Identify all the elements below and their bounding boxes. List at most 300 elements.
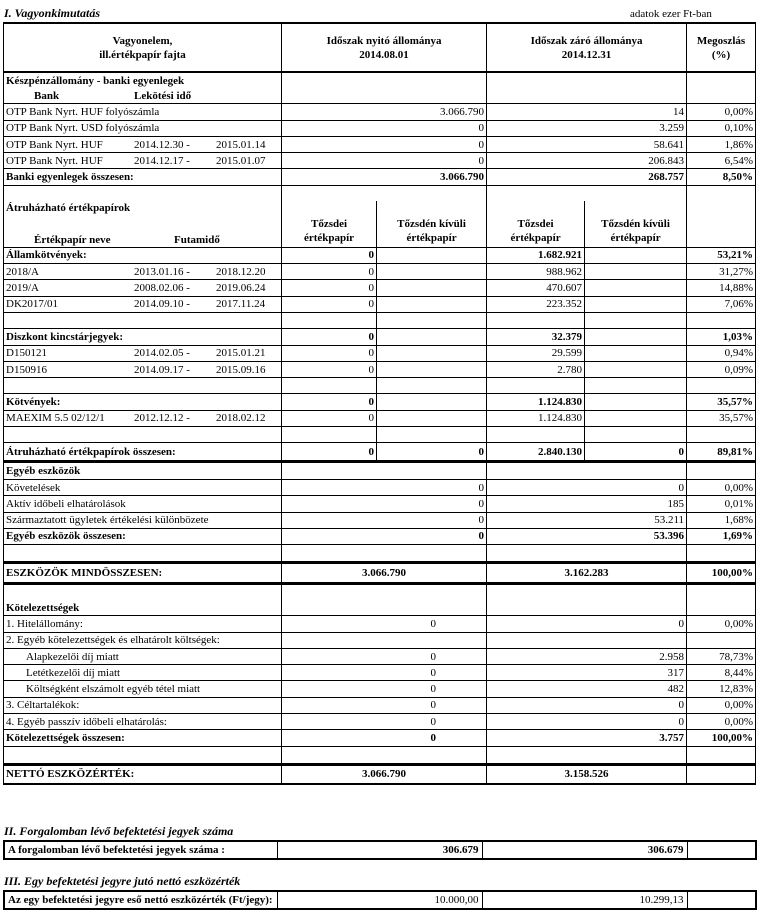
bank-account bbox=[4, 104, 282, 120]
table-cell bbox=[487, 201, 585, 215]
opening-exchange: 0 bbox=[282, 280, 377, 296]
share-percent: 0,00% bbox=[687, 616, 756, 632]
header-line: Tőzsdei bbox=[310, 217, 348, 230]
table-cell bbox=[687, 201, 756, 215]
security-group-row bbox=[4, 247, 756, 263]
closing-exchange: 1.682.921 bbox=[487, 247, 585, 263]
term-from: 2014.12.17 - bbox=[134, 154, 190, 167]
liabilities-title: Kötelezettségek bbox=[4, 600, 282, 615]
units-open: 306.679 bbox=[277, 841, 482, 859]
table-cell bbox=[282, 201, 377, 215]
table-cell bbox=[585, 201, 687, 215]
table-cell bbox=[585, 378, 687, 394]
header-line: értékpapír bbox=[510, 231, 561, 244]
term-from: 2008.02.06 - bbox=[134, 282, 190, 295]
opening-value: 3.066.790 bbox=[282, 563, 487, 583]
table-cell bbox=[585, 427, 687, 443]
closing-value: 3.757 bbox=[487, 730, 687, 746]
closing-otc bbox=[585, 410, 687, 426]
table-cell bbox=[4, 185, 282, 200]
table-cell bbox=[4, 313, 282, 329]
security-code: MAEXIM 5.5 02/12/1 bbox=[6, 412, 105, 425]
opening-value: 3.066.790 bbox=[282, 169, 487, 185]
opening-value bbox=[282, 632, 487, 648]
opening-otc: 0 bbox=[377, 443, 487, 461]
security-row bbox=[4, 361, 756, 377]
term-from: 2013.01.16 - bbox=[134, 265, 190, 278]
opening-otc bbox=[377, 264, 487, 280]
table-cell bbox=[687, 461, 756, 479]
table-cell bbox=[687, 545, 756, 563]
security-row bbox=[4, 410, 756, 426]
liability-label: 2. Egyéb kötelezettségek és elhatárolt költségek: bbox=[4, 632, 282, 648]
closing-exchange: 988.962 bbox=[487, 264, 585, 280]
closing-value: 0 bbox=[487, 714, 687, 730]
liability-row bbox=[4, 714, 756, 730]
share-percent bbox=[687, 632, 756, 648]
nav-per-unit-close: 10.299,13 bbox=[482, 891, 687, 909]
share-percent: 7,06% bbox=[687, 296, 756, 312]
security-code: D150121 bbox=[6, 347, 47, 360]
security-row bbox=[4, 296, 756, 312]
term-header: Futamidő bbox=[174, 233, 220, 246]
security-name bbox=[4, 410, 282, 426]
header-line: Vagyonelem, bbox=[112, 34, 173, 47]
table-cell bbox=[282, 378, 377, 394]
closing-exchange: 2.840.130 bbox=[487, 443, 585, 461]
header-line: Tőzsdén kívüli bbox=[397, 217, 466, 230]
table-cell bbox=[687, 378, 756, 394]
bank-name: OTP Bank Nyrt. USD folyószámla bbox=[6, 122, 160, 135]
spacer-row bbox=[4, 185, 756, 200]
header-closing bbox=[487, 23, 687, 72]
closing-value: 268.757 bbox=[487, 169, 687, 185]
opening-value: 0 bbox=[282, 136, 487, 152]
closing-value: 206.843 bbox=[487, 153, 687, 169]
table-cell bbox=[487, 545, 687, 563]
net-asset-row bbox=[4, 764, 756, 783]
header-line: Tőzsdén kívüli bbox=[601, 217, 670, 230]
liab-total-row bbox=[4, 730, 756, 746]
securities-total-label: Átruházható értékpapírok összesen: bbox=[4, 443, 282, 461]
table-cell bbox=[487, 378, 585, 394]
table-cell bbox=[282, 72, 487, 88]
security-code: 2018/A bbox=[6, 265, 39, 278]
opening-value: 0 bbox=[282, 730, 487, 746]
security-code: DK2017/01 bbox=[6, 298, 58, 311]
table-cell bbox=[282, 600, 487, 615]
term-to: 2018.12.20 bbox=[216, 265, 266, 278]
liability-row bbox=[4, 697, 756, 713]
other-asset-row bbox=[4, 512, 756, 528]
security-group-label: Kötvények: bbox=[4, 394, 282, 410]
liab-title-row bbox=[4, 600, 756, 615]
header-line: értékpapír bbox=[610, 231, 661, 244]
table-cell bbox=[487, 427, 585, 443]
nav-per-unit-label: Az egy befektetési jegyre eső nettó eszközérték (Ft/jegy): bbox=[8, 894, 273, 906]
opening-exchange: 0 bbox=[282, 264, 377, 280]
closing-exchange: 32.379 bbox=[487, 329, 585, 345]
security-name bbox=[4, 345, 282, 361]
cash-subheader-row bbox=[4, 88, 756, 103]
other-assets-title: Egyéb eszközök bbox=[4, 461, 282, 479]
header-row bbox=[4, 23, 756, 72]
table-cell bbox=[687, 427, 756, 443]
liability-label: Költségként elszámolt egyéb tétel miatt bbox=[4, 681, 282, 697]
units-close: 306.679 bbox=[482, 841, 687, 859]
term-from: 2014.02.05 - bbox=[134, 347, 190, 360]
securities-section-title: Átruházható értékpapírok bbox=[4, 201, 282, 215]
other-asset-row bbox=[4, 479, 756, 495]
security-name bbox=[4, 296, 282, 312]
closing-otc bbox=[585, 247, 687, 263]
bank-name: OTP Bank Nyrt. HUF bbox=[6, 154, 103, 167]
term-to: 2015.01.07 bbox=[216, 154, 266, 167]
security-name bbox=[4, 280, 282, 296]
closing-value: 3.259 bbox=[487, 120, 687, 136]
share-percent: 89,81% bbox=[687, 443, 756, 461]
opening-exchange: 0 bbox=[282, 443, 377, 461]
spacer-row bbox=[4, 545, 756, 563]
closing-value: 3.162.283 bbox=[487, 563, 687, 583]
security-row bbox=[4, 264, 756, 280]
securities-title-row bbox=[4, 201, 756, 215]
table-cell bbox=[687, 88, 756, 103]
security-code: 2019/A bbox=[6, 282, 39, 295]
opening-value: 0 bbox=[282, 648, 487, 664]
table-cell bbox=[282, 583, 487, 600]
closing-value bbox=[487, 632, 687, 648]
header-line: 2014.12.31 bbox=[561, 48, 612, 61]
term-from: 2012.12.12 - bbox=[134, 412, 190, 425]
share-percent: 0,01% bbox=[687, 496, 756, 512]
security-row bbox=[4, 345, 756, 361]
header-line: ill.értékpapír fajta bbox=[99, 48, 186, 61]
header-opening bbox=[282, 23, 487, 72]
table-cell bbox=[282, 545, 487, 563]
opening-value: 0 bbox=[282, 714, 487, 730]
cash-row bbox=[4, 120, 756, 136]
other-title-row bbox=[4, 461, 756, 479]
liability-row bbox=[4, 616, 756, 632]
opening-otc bbox=[377, 361, 487, 377]
share-percent: 1,68% bbox=[687, 512, 756, 528]
table-cell bbox=[4, 746, 282, 764]
table-cell bbox=[377, 378, 487, 394]
cash-title-row bbox=[4, 72, 756, 88]
other-asset-label: Származtatott ügyletek értékelési különbözete bbox=[4, 512, 282, 528]
cash-row bbox=[4, 104, 756, 120]
spacer-row bbox=[4, 746, 756, 764]
table-cell bbox=[282, 88, 487, 103]
closing-exchange: 223.352 bbox=[487, 296, 585, 312]
share-percent: 0,10% bbox=[687, 120, 756, 136]
spacer-row bbox=[4, 378, 756, 394]
closing-value: 53.211 bbox=[487, 512, 687, 528]
table-cell bbox=[687, 215, 756, 247]
opening-value: 0 bbox=[282, 512, 487, 528]
liability-label: 1. Hitelállomány: bbox=[4, 616, 282, 632]
term-to: 2015.01.21 bbox=[216, 347, 266, 360]
term-to: 2015.09.16 bbox=[216, 363, 266, 376]
term-label: Lekötési idő bbox=[134, 89, 192, 102]
opening-value: 0 bbox=[282, 479, 487, 495]
units-outstanding-label: A forgalomban lévő befektetési jegyek száma : bbox=[8, 844, 225, 856]
opening-exchange: 0 bbox=[282, 361, 377, 377]
table-cell bbox=[487, 88, 687, 103]
other-total-row bbox=[4, 528, 756, 544]
security-group-label: Államkötvények: bbox=[4, 247, 282, 263]
table-cell bbox=[487, 746, 687, 764]
security-group-row bbox=[4, 394, 756, 410]
term-to: 2018.02.12 bbox=[216, 412, 266, 425]
closing-value: 3.158.526 bbox=[487, 764, 687, 783]
share-percent: 0,00% bbox=[687, 104, 756, 120]
security-name bbox=[4, 264, 282, 280]
table-cell bbox=[687, 583, 756, 600]
table-cell bbox=[282, 746, 487, 764]
opening-value: 0 bbox=[282, 528, 487, 544]
liability-label: Letétkezelői díj miatt bbox=[4, 665, 282, 681]
opening-value: 0 bbox=[282, 120, 487, 136]
security-code: D150916 bbox=[6, 363, 47, 376]
liability-label: 4. Egyéb passzív időbeli elhatárolás: bbox=[4, 714, 282, 730]
closing-otc bbox=[585, 345, 687, 361]
table-cell bbox=[487, 72, 687, 88]
cash-row bbox=[4, 136, 756, 152]
liability-label: Alapkezelői díj miatt bbox=[4, 648, 282, 664]
opening-exchange: 0 bbox=[282, 247, 377, 263]
share-percent: 1,03% bbox=[687, 329, 756, 345]
opening-value: 0 bbox=[282, 665, 487, 681]
unit-note: adatok ezer Ft-ban bbox=[630, 8, 712, 20]
asset-statement-table bbox=[3, 22, 756, 785]
share-percent: 53,21% bbox=[687, 247, 756, 263]
share-percent: 0,00% bbox=[687, 714, 756, 730]
close-exchange-header bbox=[487, 215, 585, 247]
nav-per-unit-open: 10.000,00 bbox=[277, 891, 482, 909]
open-exchange-header bbox=[282, 215, 377, 247]
closing-value: 185 bbox=[487, 496, 687, 512]
table-cell bbox=[687, 185, 756, 200]
term-to: 2017.11.24 bbox=[216, 298, 266, 311]
opening-value: 0 bbox=[282, 616, 487, 632]
table-cell bbox=[4, 583, 282, 600]
closing-otc bbox=[585, 280, 687, 296]
opening-otc bbox=[377, 345, 487, 361]
opening-exchange: 0 bbox=[282, 296, 377, 312]
opening-otc bbox=[377, 329, 487, 345]
table-cell bbox=[282, 313, 377, 329]
closing-exchange: 1.124.830 bbox=[487, 394, 585, 410]
share-percent: 1,69% bbox=[687, 528, 756, 544]
closing-value: 58.641 bbox=[487, 136, 687, 152]
bank-name: OTP Bank Nyrt. HUF bbox=[6, 138, 103, 151]
term-from: 2014.09.17 - bbox=[134, 363, 190, 376]
share-percent: 8,44% bbox=[687, 665, 756, 681]
table-cell bbox=[687, 313, 756, 329]
close-otc-header bbox=[585, 215, 687, 247]
other-total-label: Egyéb eszközök összesen: bbox=[4, 528, 282, 544]
share-percent: 0,00% bbox=[687, 479, 756, 495]
liability-row bbox=[4, 665, 756, 681]
header-asset-type bbox=[4, 23, 282, 72]
assets-total-row bbox=[4, 563, 756, 583]
share-percent: 6,54% bbox=[687, 153, 756, 169]
closing-otc bbox=[585, 296, 687, 312]
table-cell bbox=[282, 427, 377, 443]
opening-value: 0 bbox=[282, 153, 487, 169]
share-percent: 78,73% bbox=[687, 648, 756, 664]
cash-total-row bbox=[4, 169, 756, 185]
share-percent: 35,57% bbox=[687, 410, 756, 426]
table-cell bbox=[487, 583, 687, 600]
closing-value: 0 bbox=[487, 697, 687, 713]
opening-value: 0 bbox=[282, 681, 487, 697]
header-line: értékpapír bbox=[303, 231, 355, 244]
table-cell bbox=[4, 378, 282, 394]
closing-value: 14 bbox=[487, 104, 687, 120]
spacer-row bbox=[4, 427, 756, 443]
closing-value: 0 bbox=[487, 479, 687, 495]
table-cell bbox=[487, 461, 687, 479]
closing-value: 317 bbox=[487, 665, 687, 681]
liability-row bbox=[4, 632, 756, 648]
spacer-row bbox=[4, 583, 756, 600]
liability-row bbox=[4, 681, 756, 697]
table-cell bbox=[4, 427, 282, 443]
table-cell bbox=[487, 185, 687, 200]
share-percent: 31,27% bbox=[687, 264, 756, 280]
table-cell bbox=[377, 201, 487, 215]
table-cell bbox=[377, 313, 487, 329]
opening-exchange: 0 bbox=[282, 329, 377, 345]
cash-total-label: Banki egyenlegek összesen: bbox=[4, 169, 282, 185]
section-1-title: I. Vagyonkimutatás bbox=[4, 6, 101, 20]
table-cell bbox=[687, 746, 756, 764]
bank-name: OTP Bank Nyrt. HUF folyószámla bbox=[6, 105, 160, 118]
opening-otc bbox=[377, 247, 487, 263]
closing-otc bbox=[585, 264, 687, 280]
closing-otc bbox=[585, 361, 687, 377]
opening-otc bbox=[377, 296, 487, 312]
header-line: Időszak záró állománya bbox=[530, 34, 643, 47]
table-cell bbox=[282, 461, 487, 479]
opening-value: 3.066.790 bbox=[282, 764, 487, 783]
opening-exchange: 0 bbox=[282, 345, 377, 361]
closing-value: 2.958 bbox=[487, 648, 687, 664]
units-outstanding-table bbox=[3, 840, 757, 860]
liability-label: 3. Céltartalékok: bbox=[4, 697, 282, 713]
header-line: Tőzsdei bbox=[517, 217, 554, 230]
open-otc-header bbox=[377, 215, 487, 247]
closing-otc bbox=[585, 329, 687, 345]
opening-exchange: 0 bbox=[282, 394, 377, 410]
securities-name-header bbox=[4, 215, 282, 247]
liability-row bbox=[4, 648, 756, 664]
section-2-title: II. Forgalomban lévő befektetési jegyek száma bbox=[4, 824, 234, 838]
table-cell bbox=[687, 764, 756, 783]
share-percent: 12,83% bbox=[687, 681, 756, 697]
share-percent: 0,94% bbox=[687, 345, 756, 361]
table-cell bbox=[4, 545, 282, 563]
securities-total-row bbox=[4, 443, 756, 461]
opening-value: 0 bbox=[282, 697, 487, 713]
share-percent: 0,00% bbox=[687, 697, 756, 713]
table-cell bbox=[687, 72, 756, 88]
bank-account bbox=[4, 120, 282, 136]
term-to: 2015.01.14 bbox=[216, 138, 266, 151]
header-line: (%) bbox=[711, 48, 731, 61]
opening-otc bbox=[377, 394, 487, 410]
closing-otc bbox=[585, 394, 687, 410]
assets-total-label: ESZKÖZÖK MINDÖSSZESEN: bbox=[4, 563, 282, 583]
security-group-row bbox=[4, 329, 756, 345]
table-cell bbox=[282, 185, 487, 200]
share-percent: 0,09% bbox=[687, 361, 756, 377]
share-percent: 35,57% bbox=[687, 394, 756, 410]
opening-exchange: 0 bbox=[282, 410, 377, 426]
cash-subheader bbox=[4, 88, 282, 103]
closing-value: 0 bbox=[487, 616, 687, 632]
closing-exchange: 1.124.830 bbox=[487, 410, 585, 426]
security-row bbox=[4, 280, 756, 296]
table-cell bbox=[377, 427, 487, 443]
nav-per-unit-table bbox=[3, 890, 757, 910]
closing-exchange: 29.599 bbox=[487, 345, 585, 361]
term-to: 2019.06.24 bbox=[216, 282, 266, 295]
table-cell bbox=[585, 313, 687, 329]
opening-value: 3.066.790 bbox=[282, 104, 487, 120]
share-percent: 1,86% bbox=[687, 136, 756, 152]
cash-row bbox=[4, 153, 756, 169]
share-percent: 14,88% bbox=[687, 280, 756, 296]
closing-value: 482 bbox=[487, 681, 687, 697]
table-cell bbox=[487, 313, 585, 329]
liabilities-total-label: Kötelezettségek összesen: bbox=[4, 730, 282, 746]
securities-subheader-row bbox=[4, 215, 756, 247]
bank-account bbox=[4, 153, 282, 169]
bank-account bbox=[4, 136, 282, 152]
header-line: Megoszlás bbox=[696, 34, 746, 47]
security-name-label: Értékpapír neve bbox=[34, 233, 111, 246]
table-cell bbox=[487, 600, 687, 615]
share-percent: 100,00% bbox=[687, 730, 756, 746]
security-group-label: Diszkont kincstárjegyek: bbox=[4, 329, 282, 345]
closing-exchange: 470.607 bbox=[487, 280, 585, 296]
closing-value: 53.396 bbox=[487, 528, 687, 544]
opening-otc bbox=[377, 410, 487, 426]
header-line: értékpapír bbox=[406, 231, 457, 244]
other-asset-label: Aktív időbeli elhatárolások bbox=[4, 496, 282, 512]
term-from: 2014.09.10 - bbox=[134, 298, 190, 311]
other-asset-label: Követelések bbox=[4, 479, 282, 495]
header-line: 2014.08.01 bbox=[359, 48, 409, 61]
opening-otc bbox=[377, 280, 487, 296]
other-asset-row bbox=[4, 496, 756, 512]
bank-label: Bank bbox=[34, 89, 60, 102]
closing-exchange: 2.780 bbox=[487, 361, 585, 377]
net-asset-value-label: NETTÓ ESZKÖZÉRTÉK: bbox=[4, 764, 282, 783]
share-percent: 100,00% bbox=[687, 563, 756, 583]
table-cell bbox=[687, 600, 756, 615]
closing-otc: 0 bbox=[585, 443, 687, 461]
term-from: 2014.12.30 - bbox=[134, 138, 190, 151]
spacer-row bbox=[4, 313, 756, 329]
security-name bbox=[4, 361, 282, 377]
cash-section-title: Készpénzállomány - banki egyenlegek bbox=[4, 72, 282, 88]
opening-value: 0 bbox=[282, 496, 487, 512]
